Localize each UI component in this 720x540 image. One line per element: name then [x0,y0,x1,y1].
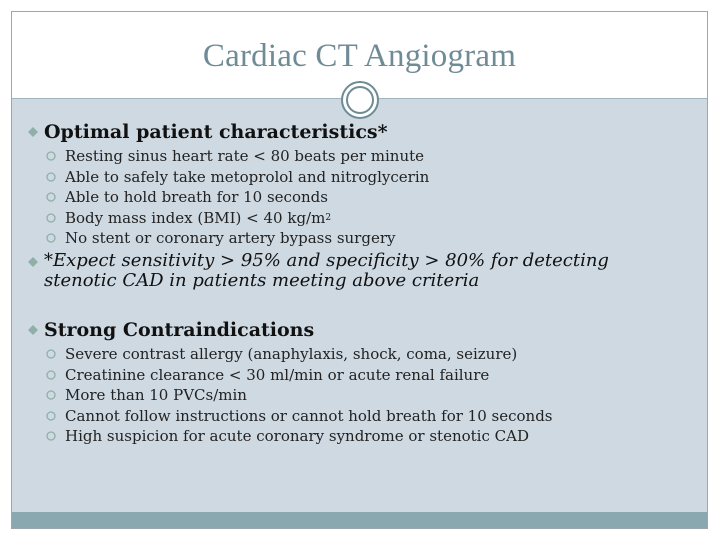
list-item [46,208,429,229]
section-heading: Strong Contraindications [44,319,315,341]
circle-bullet-icon [46,192,56,202]
slide-title: Cardiac CT Angiogram [202,38,517,74]
list-item [46,406,553,427]
circle-bullet-icon [46,370,56,380]
list-item-text: More than 10 PVCs/min [65,386,247,405]
list-item [46,187,429,208]
characteristics-list [46,146,429,249]
list-item [46,365,553,386]
list-item [46,146,429,167]
list-item-text: Body mass index (BMI) < 40 kg/m [65,208,326,227]
list-item [46,344,553,365]
diamond-bullet-icon [28,257,38,267]
circle-bullet-icon [46,213,56,223]
list-item [46,385,553,406]
note-text [44,251,644,291]
circle-bullet-icon [46,233,56,243]
list-item [46,426,553,447]
note-line-2: stenotic CAD in patients meeting above criteria [44,270,480,291]
list-item-text: Able to hold breath for 10 seconds [65,188,328,207]
circle-bullet-icon [46,431,56,441]
circle-bullet-icon [46,151,56,161]
circle-bullet-icon [46,411,56,421]
note-line-1: *Expect sensitivity > 95% and specificity > 80% for detecting [44,250,609,271]
superscript: 2 [325,212,332,223]
contraindications-list [46,344,553,447]
section-note [28,251,644,291]
list-item-text: Creatinine clearance < 30 ml/min or acute renal failure [65,365,490,384]
list-item [46,228,429,249]
list-item-text: Severe contrast allergy (anaphylaxis, shock, coma, seizure) [65,345,518,364]
list-item-text: No stent or coronary artery bypass surgery [65,229,396,248]
circle-bullet-icon [46,172,56,182]
list-item [46,167,429,188]
list-item-text: Resting sinus heart rate < 80 beats per minute [65,147,425,166]
list-item-text: Able to safely take metoprolol and nitroglycerin [65,167,430,186]
circle-bullet-icon [46,349,56,359]
list-item-text: Cannot follow instructions or cannot hold breath for 10 seconds [65,406,553,425]
diamond-bullet-icon [28,325,38,335]
section-contraindications [28,319,553,463]
circle-bullet-icon [46,390,56,400]
section-heading: Optimal patient characteristics* [44,121,388,143]
section-optimal-characteristics [28,121,429,265]
list-item-text: High suspicion for acute coronary syndrome or stenotic CAD [65,427,529,446]
diamond-bullet-icon [28,127,38,137]
